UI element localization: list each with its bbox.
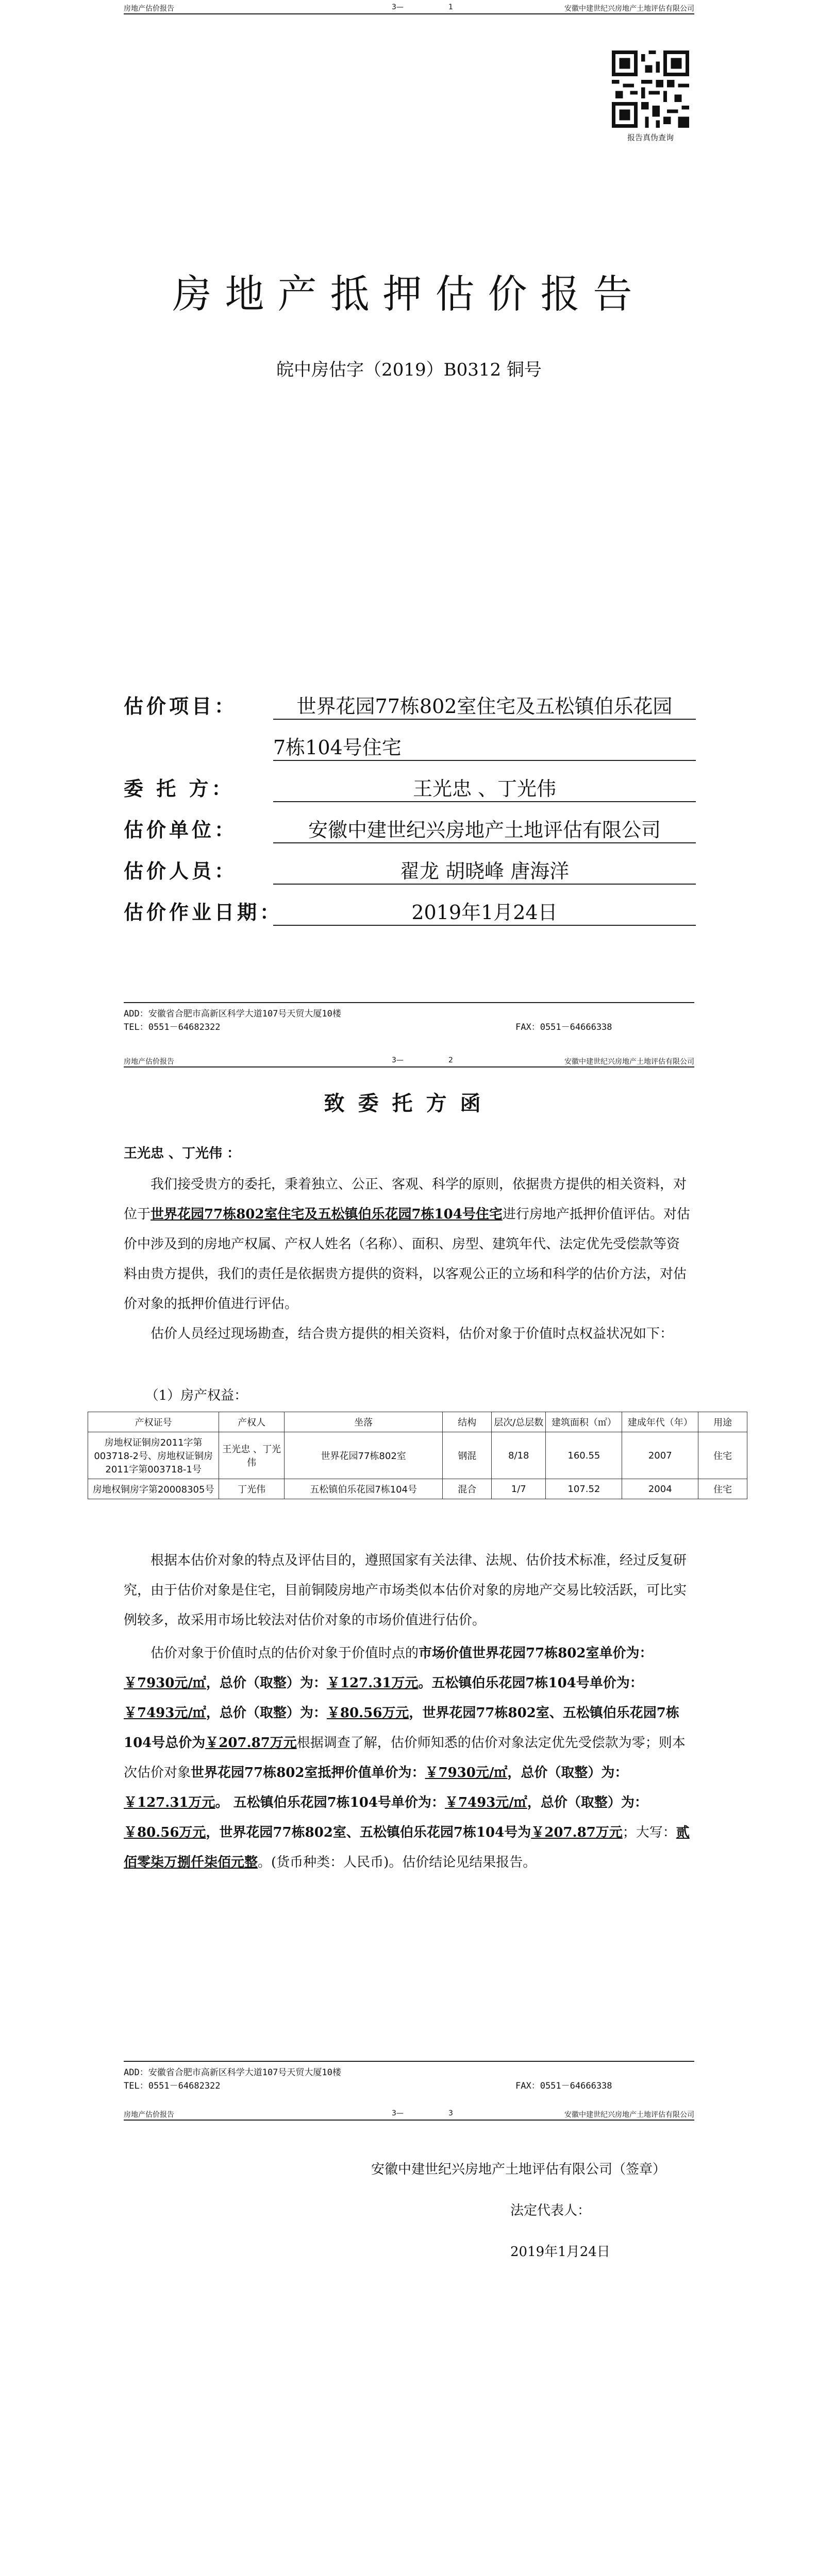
amount-in-words: 贰佰零柒万捌仟柒佰元整: [124, 1825, 690, 1870]
table-cell: 房地权铜房字第20008305号: [88, 1479, 219, 1499]
text: 。五松镇伯乐花园7栋104号单价为：: [418, 1675, 643, 1691]
header-right: 安徽中建世纪兴房地产土地评估有限公司: [564, 1058, 694, 1066]
text: 世界花园77栋802室抵押价值单价为：: [191, 1765, 425, 1781]
report-number: 皖中房估字（2019）B0312 铜号: [276, 360, 542, 380]
footer-address: ADD：安徽省合肥市高新区科学大道107号天贸大厦10楼: [124, 1009, 341, 1019]
letter-paragraph-1: [124, 1170, 691, 1319]
field-value: 安徽中建世纪兴房地产土地评估有限公司: [273, 814, 696, 843]
table-cell: 住宅: [698, 1479, 747, 1499]
unit-price-1: ￥7930元/㎡: [124, 1675, 206, 1691]
header-page-idx: 2: [448, 1056, 453, 1064]
field-project-cont: [124, 732, 696, 761]
footer-fax: FAX：0551－64666338: [515, 1022, 612, 1032]
signature-representative: 法定代表人：: [510, 2203, 591, 2218]
table-header: 坐落: [284, 1412, 443, 1432]
page-footer: [124, 1002, 694, 1034]
field-value: 翟龙 胡晓峰 唐海洋: [273, 855, 696, 885]
text: 进行房地产抵押价值评估。对估价中涉及到的房地产权属、产权人姓名（名称）、面积、房型、建筑年代、法定优先受偿款等资料由贵方提供，我们的责任是依据贵方提供的资料，以客观公正的立场和科学的估价方法，对估价对象的抵押价值进行评估。: [124, 1207, 690, 1312]
field-label: 委 托 方：: [124, 777, 235, 800]
table-header: 用途: [698, 1412, 747, 1432]
field-value: 王光忠 、丁光伟: [273, 773, 696, 802]
table-row: [88, 1479, 747, 1499]
text: 。(货币种类：人民币)。估价结论见结果报告。: [258, 1855, 537, 1870]
total-price-sum: ￥207.87万元: [205, 1735, 297, 1751]
text: 根据调查了解，估价师知悉的估价对象法定优先受偿款为零；则本次估价对象: [124, 1735, 686, 1781]
field-date: [124, 896, 696, 926]
letter-paragraph-5: [124, 1638, 691, 1877]
field-value: 2019年1月24日: [273, 896, 696, 926]
letter-paragraph-4: 根据本估价对象的特点及评估目的，遵照国家有关法律、法规、估价技术标准，经过反复研究，由于估价对象是住宅，目前铜陵房地产市场类似本估价对象的房地产交易比较活跃，可比实例较多，故采用市场比较法对估价对象的市场价值进行估价。: [124, 1553, 687, 1628]
table-cell: 1/7: [492, 1479, 546, 1499]
header-left: 房地产估价报告: [124, 1058, 174, 1066]
header-page-idx: 3: [448, 2109, 453, 2117]
table-header: 产权证号: [88, 1412, 219, 1432]
table-cell: 世界花园77栋802室: [284, 1432, 443, 1479]
table-header: 建筑面积（㎡）: [546, 1412, 622, 1432]
text: ，总价（取整）为：: [206, 1675, 327, 1691]
table-cell: 房地权证铜房2011字第003718-2号、房地权证铜房2011字第003718-1号: [88, 1432, 219, 1479]
table-cell: 住宅: [698, 1432, 747, 1479]
table-cell: 160.55: [546, 1432, 622, 1479]
table-cell: 2007: [622, 1432, 698, 1479]
field-value: 世界花园77栋802室住宅及五松镇伯乐花园: [273, 690, 696, 720]
field-label: 估价项目：: [124, 694, 238, 718]
text: ；大写：: [622, 1825, 676, 1840]
text: 市场价值世界花园77栋802室单价为：: [419, 1646, 653, 1661]
text: ，世界花园77栋802室、五松镇伯乐花园7栋104号总价为: [124, 1705, 679, 1751]
table-header: 结构: [443, 1412, 492, 1432]
letter-title: 致委托方函: [324, 1091, 494, 1115]
header-left: 房地产估价报告: [124, 2111, 174, 2119]
footer-address: ADD：安徽省合肥市高新区科学大道107号天贸大厦10楼: [124, 2067, 341, 2078]
table-cell: 五松镇伯乐花园7栋104号: [284, 1479, 443, 1499]
total-price-2: ￥80.56万元: [326, 1705, 409, 1721]
table-cell: 107.52: [546, 1479, 622, 1499]
footer-tel: TEL：0551－64682322: [124, 1022, 221, 1032]
mortgage-unit-price-1: ￥7930元/㎡: [425, 1765, 508, 1781]
qr-code[interactable]: [612, 50, 689, 128]
page-header: [124, 1054, 694, 1067]
field-label: 估价人员：: [124, 859, 238, 883]
field-value: 7栋104号住宅: [273, 732, 696, 761]
signature-date: 2019年1月24日: [510, 2244, 610, 2260]
letter-paragraph-2: 估价人员经过现场勘查，结合贵方提供的相关资料，估价对象于价值时点权益状况如下：: [151, 1326, 674, 1342]
letter-paragraph-3: （1）房产权益：: [145, 1388, 248, 1403]
header-left: 房地产估价报告: [124, 5, 174, 13]
mortgage-total-price-2: ￥80.56万元: [124, 1825, 206, 1840]
table-row: [88, 1432, 747, 1479]
field-appraiser-org: [124, 814, 696, 843]
header-page-no: 3—: [392, 1056, 404, 1064]
mortgage-unit-price-2: ￥7493元/㎡: [444, 1795, 527, 1810]
letter-salutation: 王光忠 、丁光伟 ：: [124, 1146, 241, 1161]
header-right: 安徽中建世纪兴房地产土地评估有限公司: [564, 2111, 694, 2119]
mortgage-total-sum: ￥207.87万元: [531, 1825, 623, 1840]
table-cell: 混合: [443, 1479, 492, 1499]
signature-company: 安徽中建世纪兴房地产土地评估有限公司（签章）: [371, 2162, 666, 2177]
field-label: 估价作业日期：: [124, 901, 283, 924]
text: ，总价（取整）为：: [206, 1705, 327, 1721]
text: 估价对象于价值时点的估价对象于价值时点的: [151, 1646, 419, 1661]
text: 我们接受贵方的委托，秉着独立、公正、客观、科学的原则，依据贵方提供的相关资料，对位于: [124, 1177, 687, 1222]
header-page-no: 3—: [392, 2109, 404, 2117]
page-header: [124, 1, 694, 14]
text: ，总价（取整）为：: [507, 1765, 628, 1781]
footer-fax: FAX：0551－64666338: [515, 2081, 612, 2091]
field-label: 估价单位：: [124, 818, 238, 841]
table-header: 产权人: [219, 1412, 285, 1432]
table-cell: 王光忠 、丁光伟: [219, 1432, 285, 1479]
text: 。 五松镇伯乐花园7栋104号单价为：: [215, 1795, 445, 1810]
total-price-1: ￥127.31万元: [326, 1675, 419, 1691]
table-cell: 丁光伟: [219, 1479, 285, 1499]
property-table: [88, 1412, 747, 1499]
mortgage-total-price-1: ￥127.31万元: [124, 1795, 215, 1810]
table-cell: 2004: [622, 1479, 698, 1499]
property-address: 世界花园77栋802室住宅及五松镇伯乐花园7栋104号住宅: [151, 1207, 503, 1222]
footer-tel: TEL：0551－64682322: [124, 2081, 221, 2091]
table-header-row: [88, 1412, 747, 1432]
report-title: 房地产抵押估价报告: [172, 271, 646, 317]
table-header: 层次/总层数: [492, 1412, 546, 1432]
table-header: 建成年代（年）: [622, 1412, 698, 1432]
text: ，总价（取整）为：: [527, 1795, 648, 1810]
unit-price-2: ￥7493元/㎡: [124, 1705, 206, 1721]
header-page-no: 3—: [392, 3, 404, 11]
field-appraisers: [124, 855, 696, 885]
table-cell: 8/18: [492, 1432, 546, 1479]
header-right: 安徽中建世纪兴房地产土地评估有限公司: [564, 5, 694, 13]
table-cell: 钢混: [443, 1432, 492, 1479]
page-footer: [124, 2061, 694, 2093]
field-project: [124, 690, 696, 720]
header-page-idx: 1: [448, 3, 453, 11]
text: ，世界花园77栋802室、五松镇伯乐花园7栋104号为: [206, 1825, 531, 1840]
field-client: [124, 773, 696, 802]
page-header: [124, 2107, 694, 2121]
qr-caption: 报告真伪查询: [627, 133, 674, 142]
